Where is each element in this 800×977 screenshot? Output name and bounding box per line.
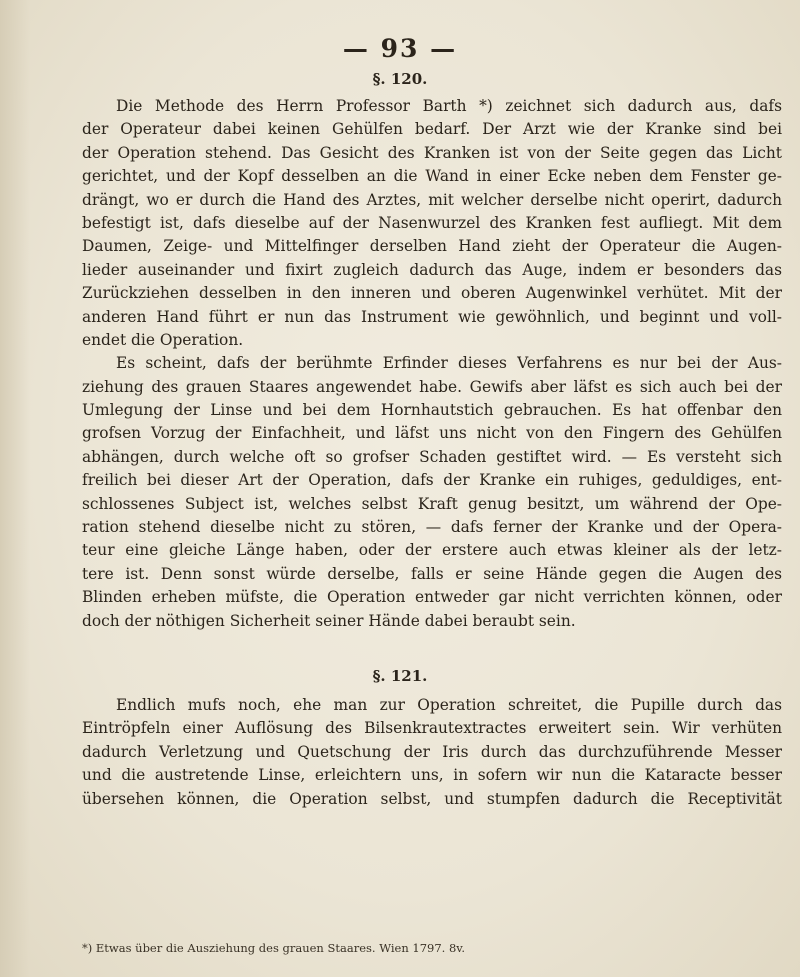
footnote: *) Etwas über die Ausziehung des grauen Staares. Wien 1797. 8v.	[82, 941, 466, 955]
text-line: tere ist. Denn sonst würde derselbe, falls er seine Hände gegen die Augen des	[82, 564, 782, 583]
text-line: doch der nöthigen Sicherheit seiner Hände dabei beraubt sein.	[82, 611, 576, 630]
text-line: der Operation stehend. Das Gesicht des Kranken ist von der Seite gegen das Licht	[82, 143, 782, 162]
text-line: Umlegung der Linse und bei dem Hornhautstich gebrauchen. Es hat offenbar den	[82, 401, 782, 420]
text-line: Zurückziehen desselben in den inneren und oberen Augenwinkel verhütet. Mit der	[82, 284, 782, 303]
text-line: drängt, wo er durch die Hand des Arztes, mit welcher derselbe nicht operirt, dadurch	[82, 190, 782, 209]
text-line: der Operateur dabei keinen Gehülfen bedarf. Der Arzt wie der Kranke sind bei	[82, 120, 782, 139]
text-line: ziehung des grauen Staares angewendet habe. Gewifs aber läfst es sich auch bei der	[82, 377, 782, 396]
text-line: endet die Operation.	[82, 330, 244, 349]
text-line: Endlich mufs noch, ehe man zur Operation schreitet, die Pupille durch das	[116, 696, 782, 714]
text-line: Eintröpfeln einer Auflösung des Bilsenkrautextractes erweitert sein. Wir verhüten	[82, 719, 782, 738]
page-edge-shadow	[0, 0, 30, 977]
text-line: gerichtet, und der Kopf desselben an die Wand in einer Ecke neben dem Fenster ge-	[82, 167, 782, 186]
section-121-text	[82, 694, 782, 811]
text-line: freilich bei dieser Art der Operation, dafs der Kranke ein ruhiges, geduldiges, ent-	[82, 471, 782, 490]
text-line: Die Methode des Herrn Professor Barth *) zeichnet sich dadurch aus, dafs	[116, 97, 782, 115]
text-line: und die austretende Linse, erleichtern uns, in sofern wir nun die Kataracte besser	[82, 766, 782, 785]
section-heading-120: §. 120.	[372, 70, 428, 88]
text-line: anderen Hand führt er nun das Instrument wie gewöhnlich, und beginnt und voll-	[82, 307, 782, 326]
section-120-text	[82, 95, 782, 633]
text-line: übersehen können, die Operation selbst, und stumpfen dadurch die Receptivität	[82, 789, 782, 808]
text-line: lieder auseinander und fixirt zugleich dadurch das Auge, indem er besonders das	[82, 260, 782, 279]
section-heading-121: §. 121.	[372, 667, 428, 685]
text-line: dadurch Verletzung und Quetschung der Iris durch das durchzuführende Messer	[82, 742, 782, 761]
text-line: Daumen, Zeige- und Mittelfinger derselben Hand zieht der Operateur die Augen-	[82, 237, 782, 256]
text-line: Blinden erheben müfste, die Operation entweder gar nicht verrichten können, oder	[82, 588, 782, 607]
text-line: grofsen Vorzug der Einfachheit, und läfst uns nicht von den Fingern des Gehülfen	[82, 424, 782, 443]
text-line: befestigt ist, dafs dieselbe auf der Nasenwurzel des Kranken fest aufliegt. Mit dem	[82, 213, 782, 232]
page-number: — 93 —	[342, 34, 458, 63]
text-line: Es scheint, dafs der berühmte Erfinder dieses Verfahrens es nur bei der Aus-	[116, 354, 782, 373]
text-line: schlossenes Subject ist, welches selbst Kraft genug besitzt, um während der Ope-	[82, 494, 782, 513]
text-line: teur eine gleiche Länge haben, oder der erstere auch etwas kleiner als der letz-	[82, 541, 782, 560]
text-line: abhängen, durch welche oft so grofser Schaden gestiftet wird. — Es versteht sich	[82, 447, 782, 466]
text-line: ration stehend dieselbe nicht zu stören, — dafs ferner der Kranke und der Opera-	[82, 518, 782, 537]
